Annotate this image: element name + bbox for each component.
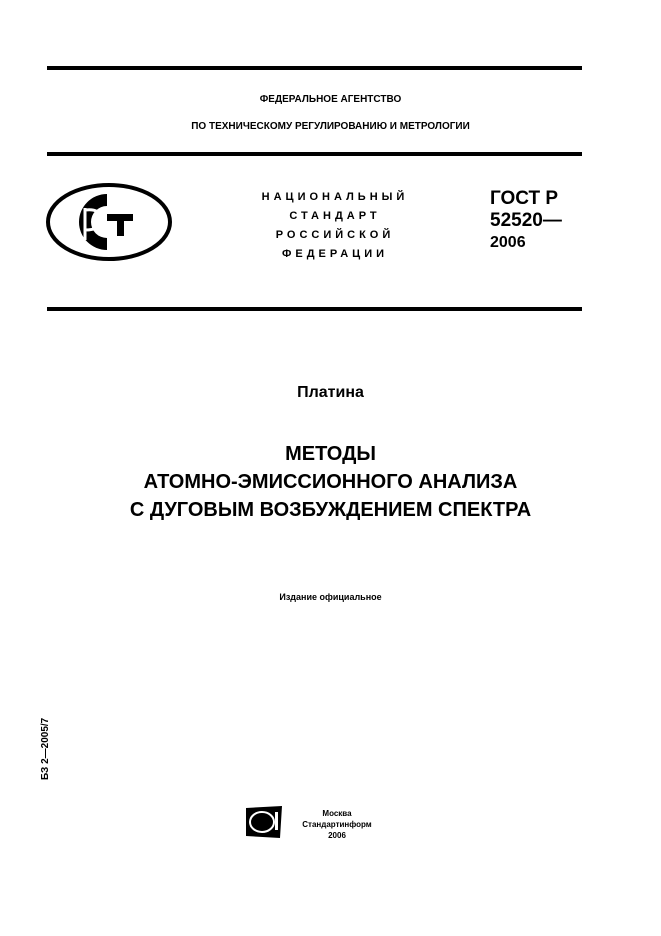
gost-number: ГОСТ Р 52520— 2006 — [490, 188, 562, 251]
national-standard-label: НАЦИОНАЛЬНЫЙ СТАНДАРТ РОССИЙСКОЙ ФЕДЕРАЦИИ — [261, 191, 409, 260]
edition-label: Издание официальное — [279, 592, 382, 602]
top-rule — [47, 66, 582, 70]
publisher: Москва Стандартинформ 2006 — [302, 809, 372, 840]
header-bottom-rule — [47, 307, 582, 311]
publisher-logo-icon — [246, 806, 286, 838]
side-code: БЗ 2—2005/7 — [40, 717, 51, 780]
agency-line1: ФЕДЕРАЛЬНОЕ АГЕНТСТВО — [259, 94, 402, 105]
header-rule — [47, 152, 582, 156]
agency-line2: ПО ТЕХНИЧЕСКОМУ РЕГУЛИРОВАНИЮ И МЕТРОЛОГИИ — [191, 121, 470, 132]
rst-logo-icon — [45, 182, 173, 262]
subject: Платина — [297, 384, 364, 401]
document-title: МЕТОДЫ АТОМНО-ЭМИССИОННОГО АНАЛИЗА С ДУГОВЫМ ВОЗБУЖДЕНИЕМ СПЕКТРА — [129, 443, 532, 521]
